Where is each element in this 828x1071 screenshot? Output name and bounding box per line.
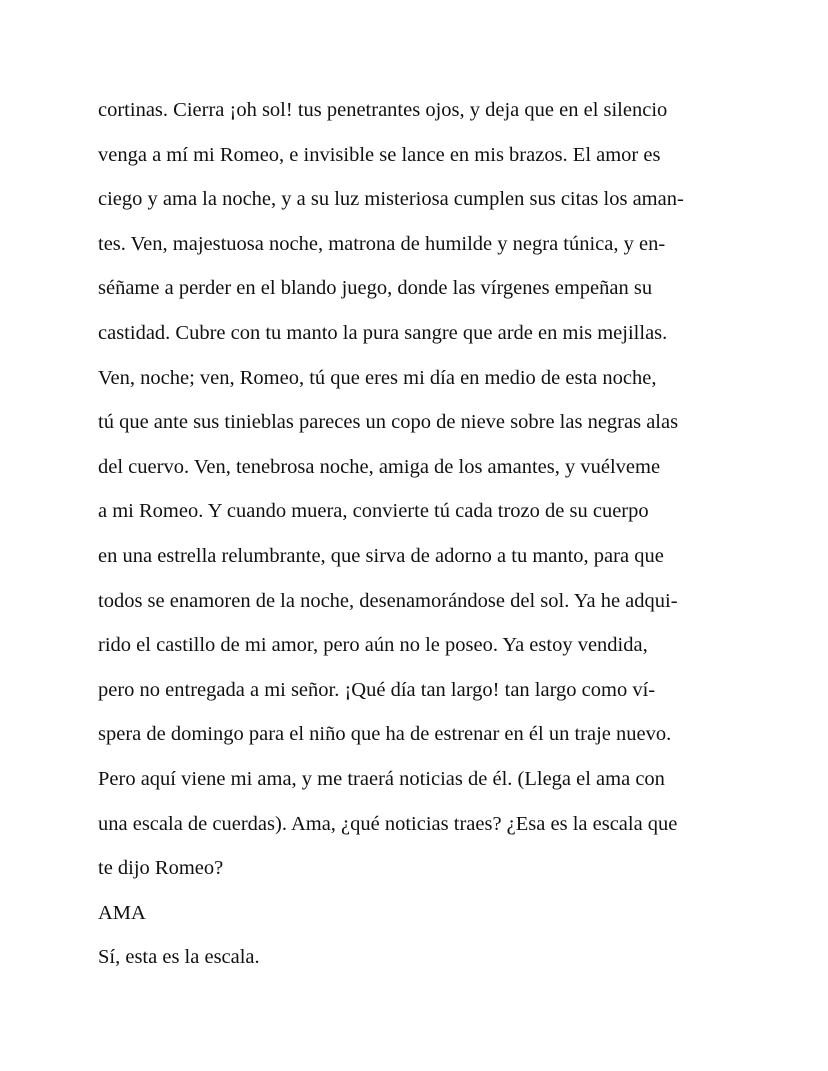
text-line: pero no entregada a mi señor. ¡Qué día tan largo! tan largo como ví-	[98, 678, 656, 701]
text-line: Ven, noche; ven, Romeo, tú que eres mi día en medio de esta noche,	[98, 366, 657, 389]
text-line: rido el castillo de mi amor, pero aún no le poseo. Ya estoy vendida,	[98, 634, 648, 657]
text-line: del cuervo. Ven, tenebrosa noche, amiga de los amantes, y vuélveme	[98, 455, 661, 478]
text-line: tes. Ven, majestuosa noche, matrona de humilde y negra túnica, y en-	[98, 232, 666, 255]
text-line: en una estrella relumbrante, que sirva de adorno a tu manto, para que	[98, 544, 664, 567]
dialogue-text-block	[98, 88, 698, 980]
text-line: castidad. Cubre con tu manto la pura sangre que arde en mis mejillas.	[98, 321, 668, 344]
text-line: a mi Romeo. Y cuando muera, convierte tú cada trozo de su cuerpo	[98, 500, 649, 523]
text-line: tú que ante sus tinieblas pareces un copo de nieve sobre las negras alas	[98, 411, 679, 434]
speaker-name: AMA	[98, 901, 146, 924]
text-line: ciego y ama la noche, y a su luz misteriosa cumplen sus citas los aman-	[98, 188, 684, 211]
text-line: una escala de cuerdas). Ama, ¿qué noticias traes? ¿Esa es la escala que	[98, 812, 678, 835]
text-line: Pero aquí viene mi ama, y me traerá noticias de él. (Llega el ama con	[98, 767, 665, 790]
text-line: spera de domingo para el niño que ha de estrenar en él un traje nuevo.	[98, 723, 672, 746]
text-line: todos se enamoren de la noche, desenamorándose del sol. Ya he adqui-	[98, 589, 678, 612]
text-line: cortinas. Cierra ¡oh sol! tus penetrantes ojos, y deja que en el silencio	[98, 99, 668, 121]
speaker-dialogue: Sí, esta es la escala.	[98, 946, 260, 969]
text-line: séñame a perder en el blando juego, donde las vírgenes empeñan su	[98, 277, 653, 300]
text-line: venga a mí mi Romeo, e invisible se lance en mis brazos. El amor es	[98, 143, 661, 166]
text-line: te dijo Romeo?	[98, 857, 224, 880]
